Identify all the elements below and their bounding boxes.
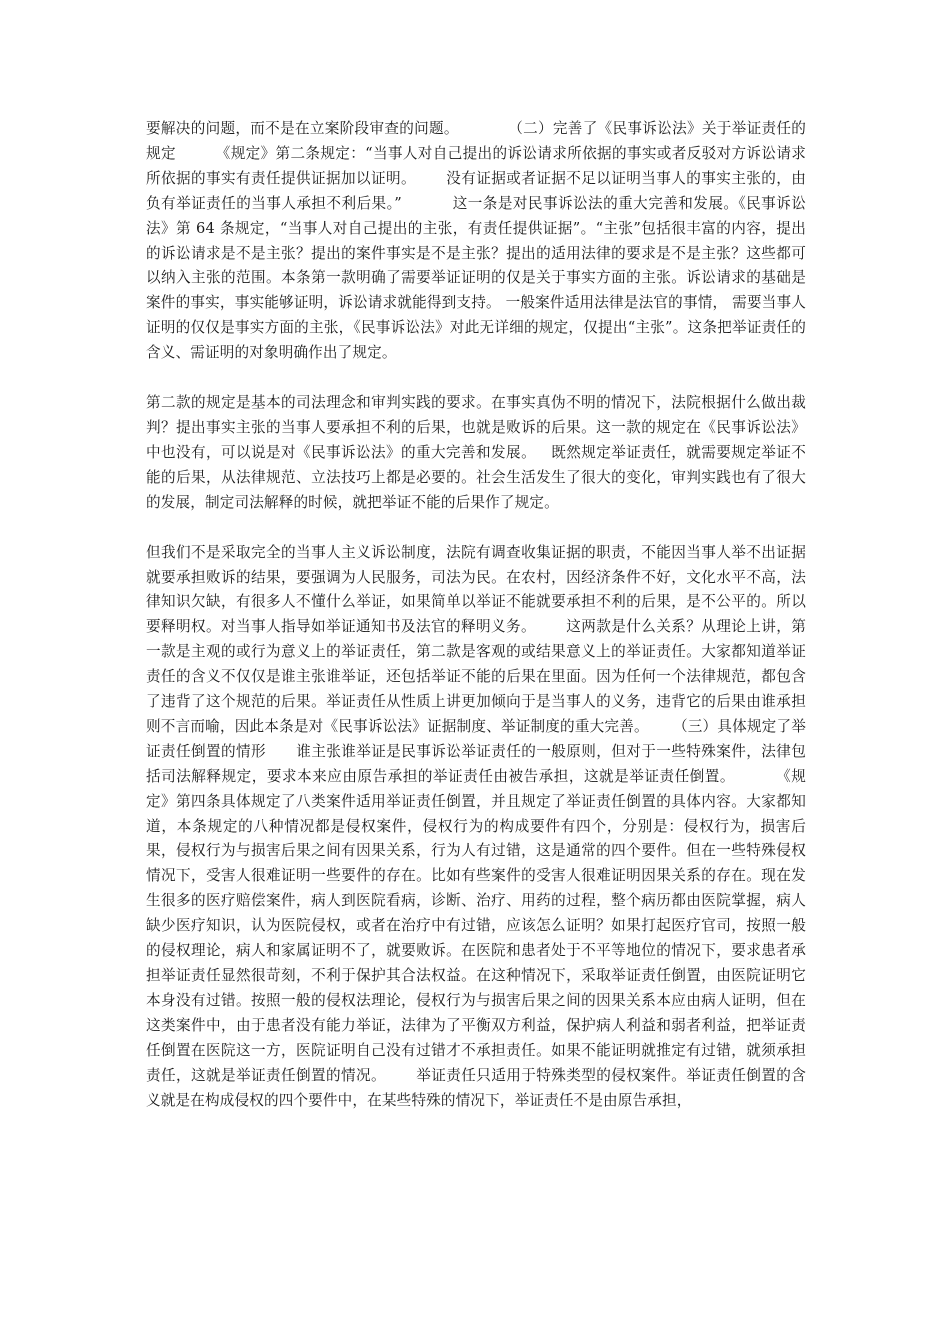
- document-page: [146, 117, 806, 1138]
- paragraph-2: 第二款的规定是基本的司法理念和审判实践的要求。在事实真伪不明的情况下，法院根据什么做出裁判？提出事实主张的当事人要承担不利的后果，也就是败诉的后果。这一款的规定在《民事诉讼法》中也没有，可以说是对《民事诉讼法》的重大完善和发展。 既然规定举证责任，就需要规定举证不能的后果，从法律规范、立法技巧上都是必要的。社会生活发生了很大的变化，审判实践也有了很大的发展，制定司法解释的时候，就把举证不能的后果作了规定。: [146, 394, 806, 511]
- paragraph-3: 但我们不是采取完全的当事人主义诉讼制度，法院有调查收集证据的职责，不能因当事人举不出证据就要承担败诉的结果，要强调为人民服务，司法为民。在农村，因经济条件不好，文化水平不高，法律知识欠缺，有很多人不懂什么举证，如果简单以举证不能就要承担不利的后果，是不公平的。所以要释明权。对当事人指导如举证通知书及法官的释明义务。 这两款是什么关系？从理论上讲，第一款是主观的或行为意义上的举证责任，第二款是客观的或结果意义上的举证责任。大家都知道举证责任的含义不仅仅是谁主张谁举证，还包括举证不能的后果在里面。因为任何一个法律规范，都包含了违背了这个规范的后果。举证责任从性质上讲更加倾向于是当事人的义务，违背它的后果由谁承担则不言而喻，因此本条是对《民事诉讼法》证据制度、举证制度的重大完善。 （三）具体规定了举证责任倒置的情形 谁主张谁举证是民事诉讼举证责任的一般原则，但对于一些特殊案件，法律包括司法解释规定，要求本来应由原告承担的举证责任由被告承担，这就是举证责任倒置。 《规定》第四条具体规定了八类案件适用举证责任倒置，并且规定了举证责任倒置的具体内容。大家都知道，本条规定的八种情况都是侵权案件，侵权行为的构成要件有四个，分别是：侵权行为，损害后果，侵权行为与损害后果之间有因果关系，行为人有过错，这是通常的四个要件。但在一些特殊侵权情况下，受害人很难证明一些要件的存在。比如有些案件的受害人很难证明因果关系的存在。现在发生很多的医疗赔偿案件，病人到医院看病，诊断、治疗、用药的过程，整个病历都由医院掌握，病人缺少医疗知识，认为医院侵权，或者在治疗中有过错，应该怎么证明？如果打起医疗官司，按照一般的侵权理论，病人和家属证明不了，就要败诉。在医院和患者处于不平等地位的情况下，要求患者承担举证责任显然很苛刻，不利于保护其合法权益。在这种情况下，采取举证责任倒置，由医院证明它本身没有过错。按照一般的侵权法理论，侵权行为与损害后果之间的因果关系本应由病人证明，但在这类案件中，由于患者没有能力举证，法律为了平衡双方利益，保护病人利益和弱者利益，把举证责任倒置在医院这一方，医院证明自己没有过错才不承担责任。如果不能证明就推定有过错，就须承担责任，这就是举证责任倒置的情况。 举证责任只适用于特殊类型的侵权案件。举证责任倒置的含义就是在构成侵权的四个要件中，在某些特殊的情况下，举证责任不是由原告承担，: [146, 543, 806, 1109]
- paragraph-1: 要解决的问题，而不是在立案阶段审查的问题。 （二）完善了《民事诉讼法》关于举证责任的规定 《规定》第二条规定：“当事人对自己提出的诉讼请求所依据的事实或者反驳对方诉讼请求所依据的事实有责任提供证据加以证明。 没有证据或者证据不足以证明当事人的事实主张的，由负有举证责任的当事人承担不利后果。” 这一条是对民事诉讼法的重大完善和发展。《民事诉讼法》第 64 条规定，“当事人对自己提出的主张，有责任提供证据”。“主张”包括很丰富的内容，提出的诉讼请求是不是主张？提出的案件事实是不是主张？提出的适用法律的要求是不是主张？这些都可以纳入主张的范围。本条第一款明确了需要举证证明的仅是关于事实方面的主张。诉讼请求的基础是案件的事实，事实能够证明，诉讼请求就能得到支持。 一般案件适用法律是法官的事情， 需要当事人证明的仅仅是事实方面的主张，《民事诉讼法》对此无详细的规定，仅提出“主张”。这条把举证责任的含义、需证明的对象明确作出了规定。: [146, 120, 806, 362]
